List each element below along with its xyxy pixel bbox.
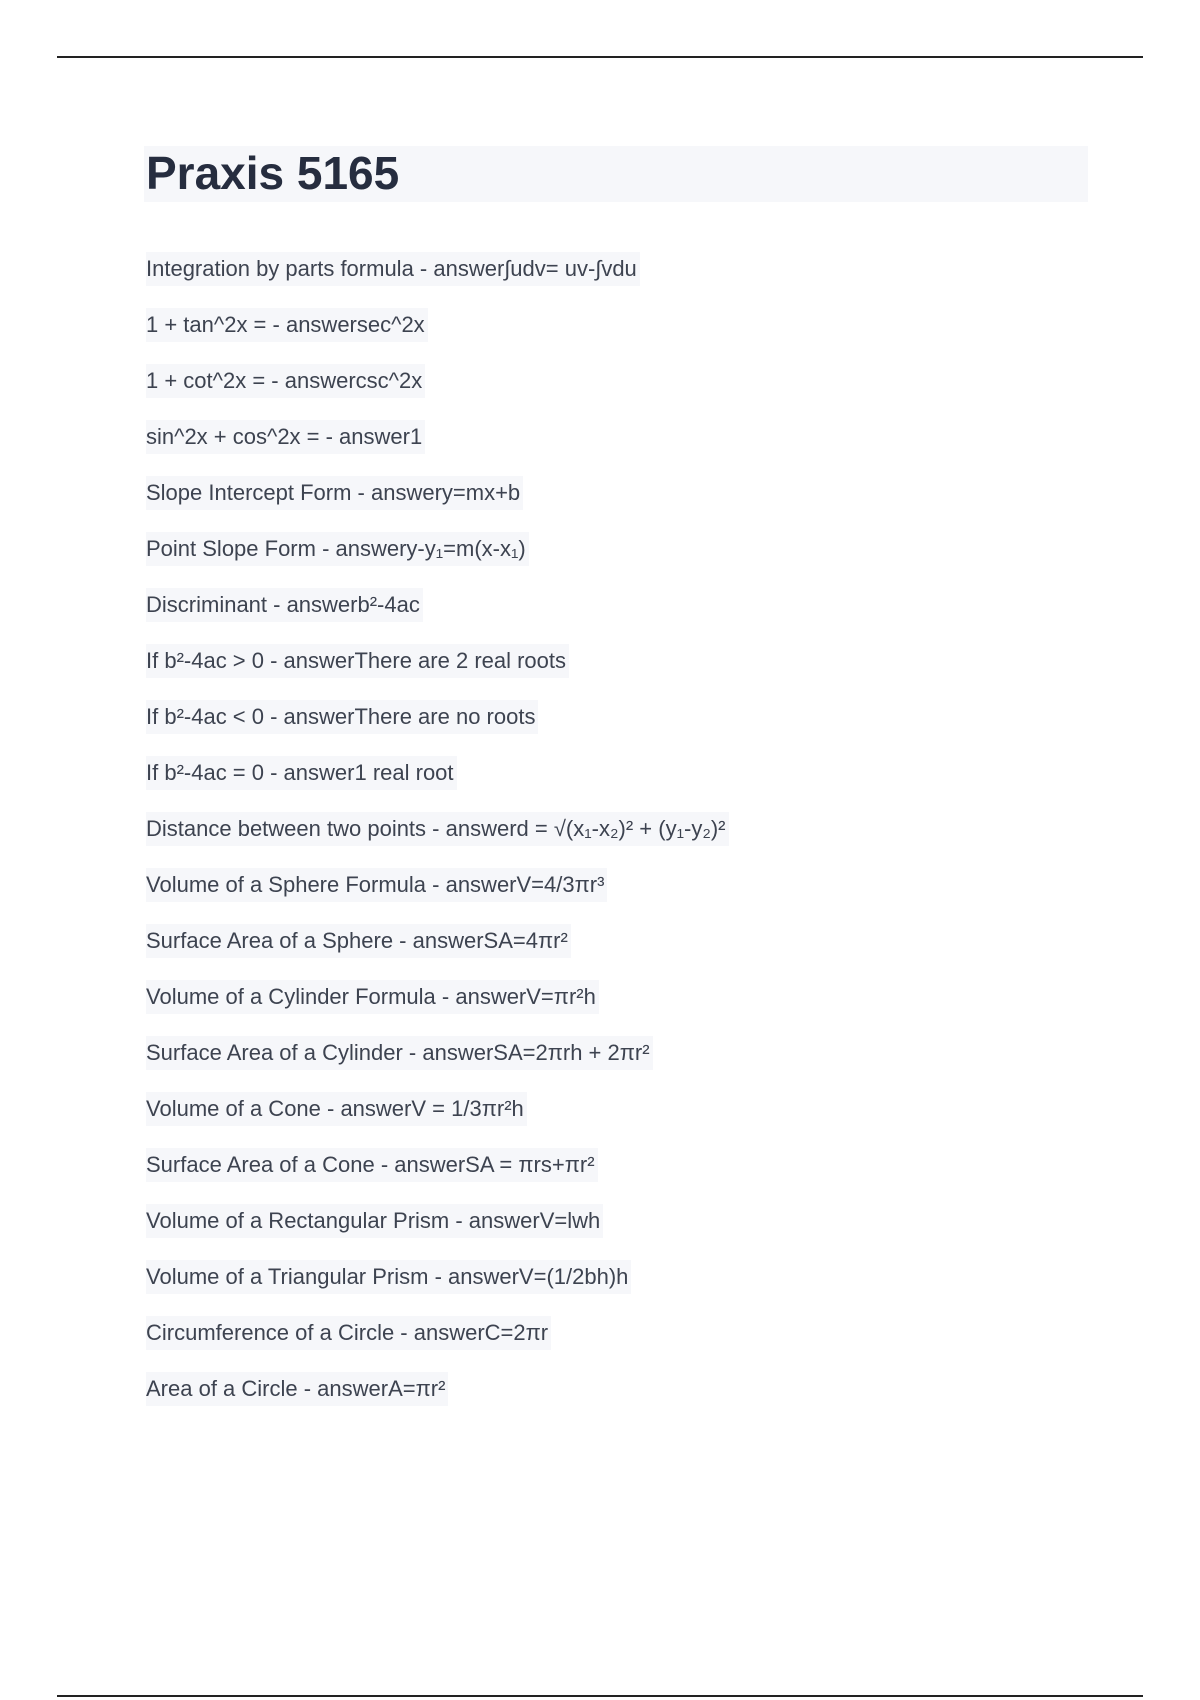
list-item	[146, 812, 729, 868]
flashcard-text: 1 + tan^2x = - answersec^2x	[146, 308, 428, 342]
flashcard-text: Volume of a Sphere Formula - answerV=4/3πr³	[146, 868, 607, 902]
flashcard-text: Slope Intercept Form - answery=mx+b	[146, 476, 523, 510]
list-item	[146, 1204, 729, 1260]
list-item	[146, 1260, 729, 1316]
flashcard-text: Surface Area of a Cylinder - answerSA=2πrh + 2πr²	[146, 1036, 653, 1070]
list-item	[146, 1316, 729, 1372]
list-item	[146, 532, 729, 588]
list-item	[146, 1148, 729, 1204]
page-title: Praxis 5165	[146, 147, 400, 199]
list-item	[146, 980, 729, 1036]
flashcard-text: If b²-4ac = 0 - answer1 real root	[146, 756, 457, 790]
flashcard-text: If b²-4ac > 0 - answerThere are 2 real roots	[146, 644, 569, 678]
list-item	[146, 924, 729, 980]
list-item	[146, 1372, 729, 1428]
list-item	[146, 700, 729, 756]
flashcard-text: Volume of a Cylinder Formula - answerV=πr²h	[146, 980, 599, 1014]
list-item	[146, 1092, 729, 1148]
flashcard-text: Volume of a Triangular Prism - answerV=(1/2bh)h	[146, 1260, 631, 1294]
list-item	[146, 252, 729, 308]
flashcard-text: Discriminant - answerb²-4ac	[146, 588, 423, 622]
flashcard-text: 1 + cot^2x = - answercsc^2x	[146, 364, 425, 398]
flashcard-text: Area of a Circle - answerA=πr²	[146, 1372, 448, 1406]
list-item	[146, 1036, 729, 1092]
flashcard-text: Distance between two points - answerd = √(x₁-x₂)² + (y₁-y₂)²	[146, 812, 729, 846]
flashcard-text: If b²-4ac < 0 - answerThere are no roots	[146, 700, 538, 734]
list-item	[146, 588, 729, 644]
list-item	[146, 644, 729, 700]
flashcard-list	[146, 252, 729, 1428]
flashcard-text: Volume of a Cone - answerV = 1/3πr²h	[146, 1092, 527, 1126]
flashcard-text: Integration by parts formula - answer∫udv= uv-∫vdu	[146, 252, 640, 286]
flashcard-text: Surface Area of a Cone - answerSA = πrs+πr²	[146, 1148, 598, 1182]
top-rule	[57, 56, 1143, 58]
list-item	[146, 756, 729, 812]
flashcard-text: Point Slope Form - answery-y₁=m(x-x₁)	[146, 532, 529, 566]
list-item	[146, 476, 729, 532]
bottom-rule	[57, 1695, 1143, 1697]
flashcard-text: Circumference of a Circle - answerC=2πr	[146, 1316, 551, 1350]
list-item	[146, 868, 729, 924]
flashcard-text: Surface Area of a Sphere - answerSA=4πr²	[146, 924, 571, 958]
flashcard-text: sin^2x + cos^2x = - answer1	[146, 420, 425, 454]
flashcard-text: Volume of a Rectangular Prism - answerV=lwh	[146, 1204, 603, 1238]
list-item	[146, 308, 729, 364]
list-item	[146, 420, 729, 476]
list-item	[146, 364, 729, 420]
